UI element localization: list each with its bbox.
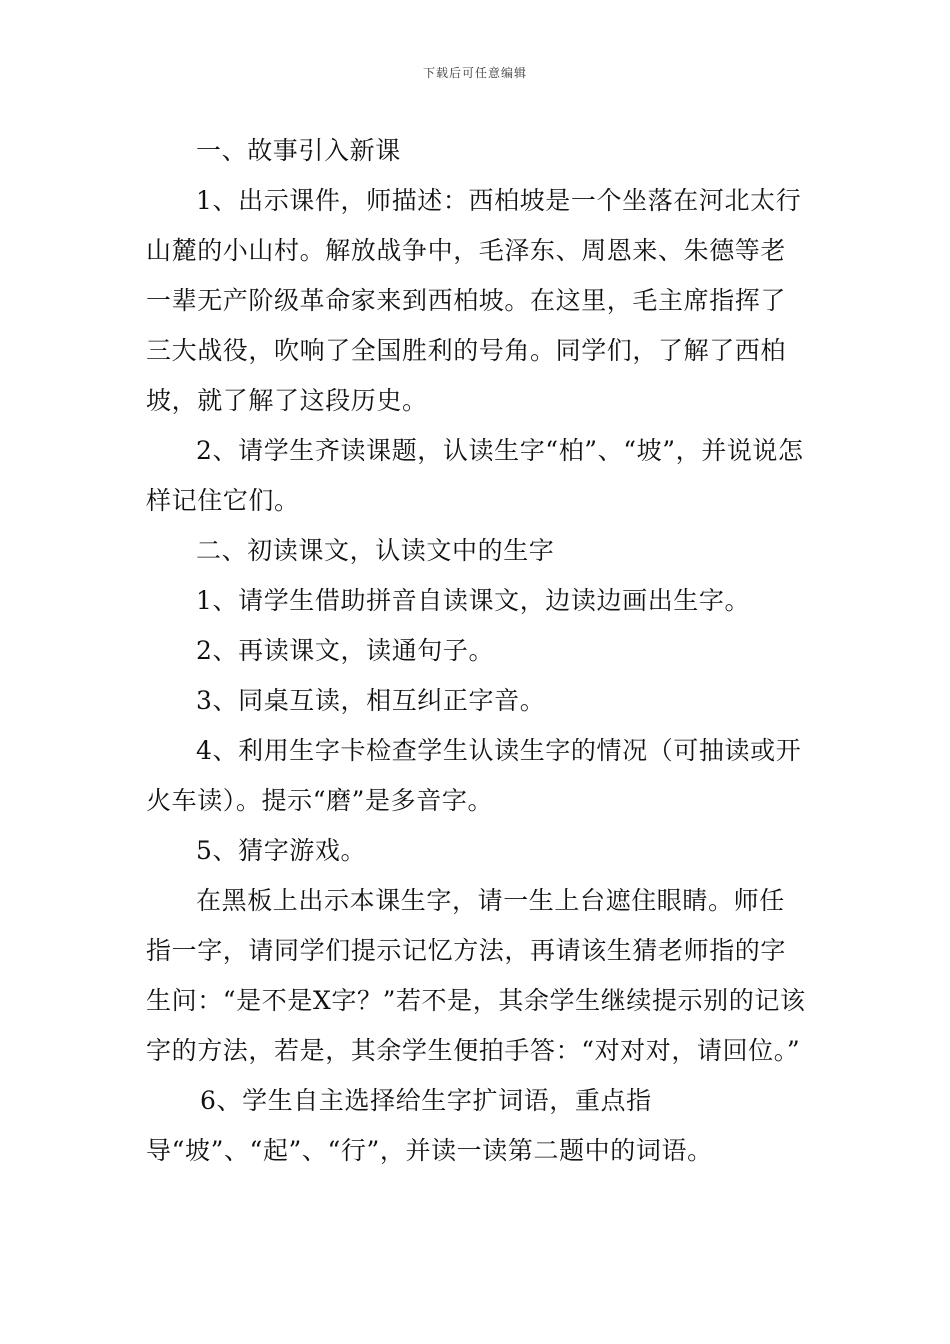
paragraph: 2、请学生齐读课题，认读生字“柏”、“坡”，并说说怎样记住它们。 xyxy=(146,436,804,515)
paragraph: 4、利用生字卡检查学生认读生字的情况（可抽读或开火车读）。提示“磨”是多音字。 xyxy=(146,736,802,815)
paragraph: 1、请学生借助拼音自读课文，边读边画出生字。 xyxy=(196,586,751,615)
document-body xyxy=(146,126,806,1176)
paragraph: 1、出示课件，师描述：西柏坡是一个坐落在河北太行山麓的小山村。解放战争中，毛泽东、周恩来、朱德等老一辈无产阶级革命家来到西柏坡。在这里，毛主席指挥了三大战役，吹响了全国胜利的号角。同学们，了解了西柏坡，就了解了这段历史。 xyxy=(146,186,802,415)
paragraph: 5、猜字游戏。 xyxy=(196,836,367,865)
paragraph: 3、同桌互读，相互纠正字音。 xyxy=(196,686,546,715)
page-header: 下载后可任意编辑 xyxy=(422,66,527,80)
section-heading-1: 一、故事引入新课 xyxy=(196,136,401,165)
section-heading-2: 二、初读课文，认读文中的生字 xyxy=(196,536,555,565)
paragraph: 6、学生自主选择给生字扩词语，重点指导“坡”、“起”、“行”，并读一读第二题中的词语。 xyxy=(146,1086,713,1165)
paragraph: 2、再读课文，读通句子。 xyxy=(196,636,495,665)
paragraph: 在黑板上出示本课生字，请一生上台遮住眼睛。师任指一字，请同学们提示记忆方法，再请该生猜老师指的字生问：“是不是X字？”若不是，其余学生继续提示别的记该字的方法，若是，其余学生便拍手答：“对对对，请回位。” xyxy=(146,886,806,1065)
